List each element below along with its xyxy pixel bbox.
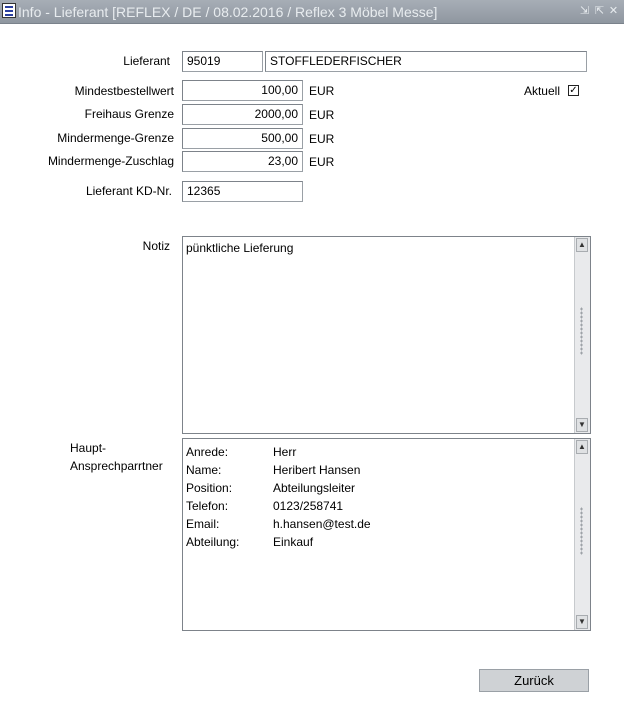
- mindermenge-zuschlag-unit: EUR: [309, 155, 335, 169]
- freihaus-label: Freihaus Grenze: [84, 107, 174, 121]
- arrow-down-icon[interactable]: ▼: [576, 418, 588, 432]
- notiz-textarea[interactable]: [182, 236, 591, 434]
- mindestbestellwert-field[interactable]: 100,00: [182, 80, 303, 101]
- kontakt-scrollbar[interactable]: [574, 439, 590, 630]
- minimize-icon[interactable]: ⇲: [579, 5, 590, 17]
- close-icon[interactable]: ✕: [608, 5, 619, 17]
- kontakt-row-abteilung: Abteilung: Einkauf: [186, 535, 314, 549]
- restore-icon[interactable]: ⇱: [594, 5, 605, 17]
- title-bar: [0, 0, 624, 24]
- aktuell-label: Aktuell: [523, 84, 560, 98]
- notiz-text: pünktliche Lieferung: [186, 241, 294, 255]
- mindermenge-zuschlag-label: Mindermenge-Zuschlag: [47, 154, 174, 168]
- mindermenge-grenze-field[interactable]: 500,00: [182, 128, 303, 149]
- kd-nr-field[interactable]: 12365: [182, 181, 303, 202]
- notiz-label: Notiz: [142, 239, 170, 253]
- window-title: Info - Lieferant [REFLEX / DE / 08.02.2016 / Reflex 3 Möbel Messe]: [18, 4, 438, 20]
- kontakt-label-line1: Haupt-: [70, 441, 107, 455]
- arrow-up-icon[interactable]: ▲: [576, 238, 588, 252]
- freihaus-unit: EUR: [309, 108, 335, 122]
- mindestbestellwert-label: Mindestbestellwert: [74, 84, 174, 98]
- arrow-up-icon[interactable]: ▲: [576, 440, 588, 454]
- kontakt-row-telefon: Telefon: 0123/258741: [186, 499, 344, 513]
- mindermenge-grenze-unit: EUR: [309, 132, 335, 146]
- arrow-down-icon[interactable]: ▼: [576, 615, 588, 629]
- scrollbar-grip[interactable]: [580, 307, 583, 355]
- scrollbar-grip[interactable]: [580, 507, 583, 555]
- lieferant-name-field[interactable]: STOFFLEDERFISCHER: [265, 51, 587, 72]
- mindermenge-grenze-label: Mindermenge-Grenze: [57, 131, 174, 145]
- freihaus-field[interactable]: 2000,00: [182, 104, 303, 125]
- kontakt-row-anrede: Anrede: Herr: [186, 445, 297, 459]
- lieferant-number-field[interactable]: 95019: [182, 51, 263, 72]
- notiz-scrollbar[interactable]: [574, 237, 590, 433]
- kontakt-row-email: Email: h.hansen@test.de: [186, 517, 371, 531]
- kontakt-textarea[interactable]: [182, 438, 591, 631]
- kd-nr-label: Lieferant KD-Nr.: [85, 184, 172, 198]
- aktuell-checkbox[interactable]: ✓: [569, 85, 578, 96]
- lieferant-label: Lieferant: [123, 54, 170, 68]
- kontakt-label-line2: Ansprechparrtner: [70, 459, 163, 473]
- mindermenge-zuschlag-field[interactable]: 23,00: [182, 151, 303, 172]
- app-window-icon: [2, 3, 16, 18]
- kontakt-row-name: Name: Heribert Hansen: [186, 463, 361, 477]
- kontakt-list: [186, 443, 572, 628]
- mindestbestellwert-unit: EUR: [309, 84, 335, 98]
- back-button[interactable]: Zurück: [479, 669, 589, 692]
- kontakt-row-position: Position: Abteilungsleiter: [186, 481, 356, 495]
